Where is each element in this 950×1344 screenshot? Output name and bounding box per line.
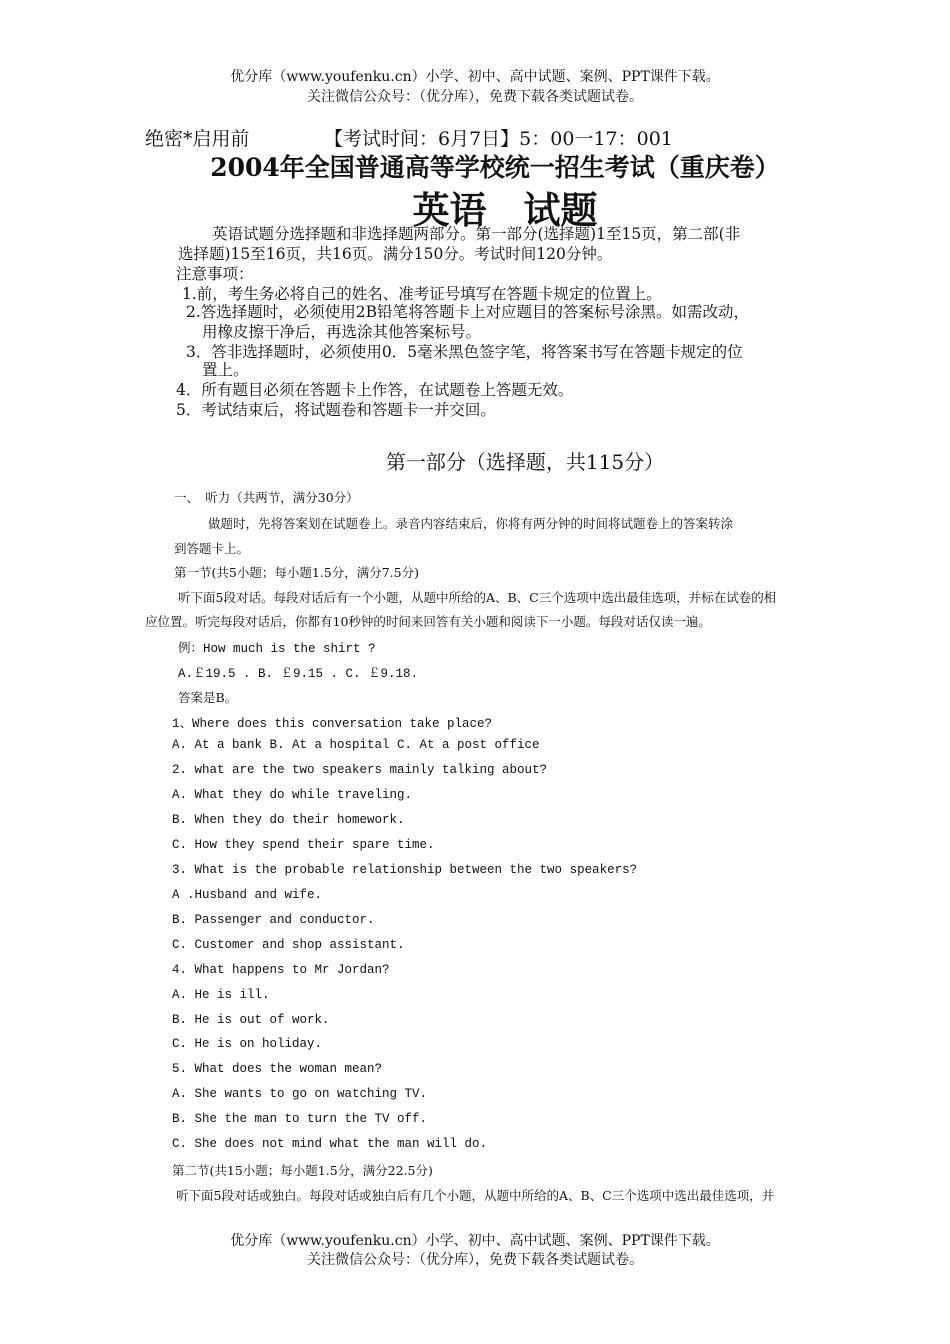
footer-line-2: 关注微信公众号：（优分库），免费下载各类试题试卷。	[307, 1252, 643, 1268]
note-4: 4．所有题目必须在答题卡上作答，在试题卷上答题无效。	[176, 381, 574, 399]
question-5-option-b: B. She the man to turn the TV off.	[172, 1112, 428, 1126]
question-2: 2. what are the two speakers mainly talking about?	[172, 763, 548, 777]
subject-title: 英语 试题	[412, 189, 598, 232]
header-line-2: 关注微信公众号：（优分库），免费下载各类试题试卷。	[307, 89, 643, 105]
section1-heading: 第一节(共5小题；每小题1.5分，满分7.5分)	[174, 565, 419, 580]
exam-title: 2004年全国普通高等学校统一招生考试（重庆卷）	[210, 153, 780, 182]
intro-line-1: 英语试题分选择题和非选择题两部分。第一部分(选择题)1至15页，第二部(非	[212, 225, 741, 243]
listening-instr-a: 做题时，先将答案划在试题卷上。录音内容结束后，你将有两分钟的时间将试题卷上的答案转涂	[208, 516, 734, 531]
question-3-option-b: B. Passenger and conductor.	[172, 913, 375, 927]
note-2a: 2.答选择题时，必须使用2B铅笔将答题卡上对应题目的答案标号涂黑。如需改动，	[186, 303, 750, 321]
question-4-option-b: B. He is out of work.	[172, 1013, 330, 1027]
question-3-option-c: C. Customer and shop assistant.	[172, 938, 405, 952]
question-5-option-a: A. She wants to go on watching TV.	[172, 1087, 428, 1101]
question-2-option-a: A. What they do while traveling.	[172, 788, 413, 802]
note-5: 5．考试结束后，将试题卷和答题卡一并交回。	[176, 401, 496, 419]
question-3: 3. What is the probable relationship between the two speakers?	[172, 863, 638, 877]
question-2-option-b: B. When they do their homework.	[172, 813, 405, 827]
listening-heading: 一、 听力（共两节，满分30分）	[174, 490, 359, 505]
example-question: 例：How much is the shirt ?	[178, 642, 376, 656]
question-5-option-c: C. She does not mind what the man will do.	[172, 1137, 488, 1151]
question-5: 5. What does the woman mean?	[172, 1062, 383, 1076]
example-answer: 答案是B。	[178, 690, 238, 705]
note-2b: 用橡皮擦干净后，再选涂其他答案标号。	[202, 323, 482, 341]
secret-label: 绝密*启用前	[145, 128, 250, 150]
section1-instr-b: 应位置。听完每段对话后，你都有10秒钟的时间来回答有关小题和阅读下一小题。每段对话仅读一遍。	[145, 614, 711, 629]
question-1: 1、Where does this conversation take place?	[172, 717, 493, 731]
question-4-option-a: A. He is ill.	[172, 988, 270, 1002]
note-3b: 置上。	[202, 361, 249, 379]
question-1-options: A. At a bank B. At a hospital C. At a post office	[172, 738, 540, 752]
note-3a: 3．答非选择题时，必须使用0．5毫米黑色签字笔，将答案书写在答题卡规定的位	[186, 343, 743, 361]
header-line-1: 优分库（www.youfenku.cn）小学、初中、高中试题、案例、PPT课件下载。	[230, 69, 720, 85]
question-3-option-a: A .Husband and wife.	[172, 888, 323, 902]
section1-instr-a: 听下面5段对话。每段对话后有一个小题，从题中所给的A、B、C三个选项中选出最佳选项，并标在试卷的相	[178, 590, 777, 605]
question-2-option-c: C. How they spend their spare time.	[172, 838, 435, 852]
question-4: 4. What happens to Mr Jordan?	[172, 963, 390, 977]
exam-time: 【考试时间：6月7日】5：00一17：001	[324, 128, 673, 150]
notes-heading: 注意事项：	[176, 265, 254, 283]
note-1: 1.前，考生务必将自己的姓名、准考证号填写在答题卡规定的位置上。	[182, 285, 662, 303]
footer-line-1: 优分库（www.youfenku.cn）小学、初中、高中试题、案例、PPT课件下载。	[230, 1233, 720, 1249]
section2-instr: 听下面5段对话或独白。每段对话或独白后有几个小题，从题中所给的A、B、C三个选项中选出最佳选项，并	[176, 1188, 775, 1203]
section2-heading: 第二节(共15小题；每小题1.5分，满分22.5分)	[172, 1163, 433, 1178]
part-one-title: 第一部分（选择题，共115分）	[385, 450, 665, 474]
example-options: A.￡19.5 . B. ￡9.15 . C. ￡9.18.	[178, 667, 419, 681]
intro-line-2: 选择题)15至16页，共16页。满分150分。考试时间120分钟。	[178, 245, 613, 263]
listening-instr-b: 到答题卡上。	[174, 541, 250, 556]
question-4-option-c: C. He is on holiday.	[172, 1037, 323, 1051]
